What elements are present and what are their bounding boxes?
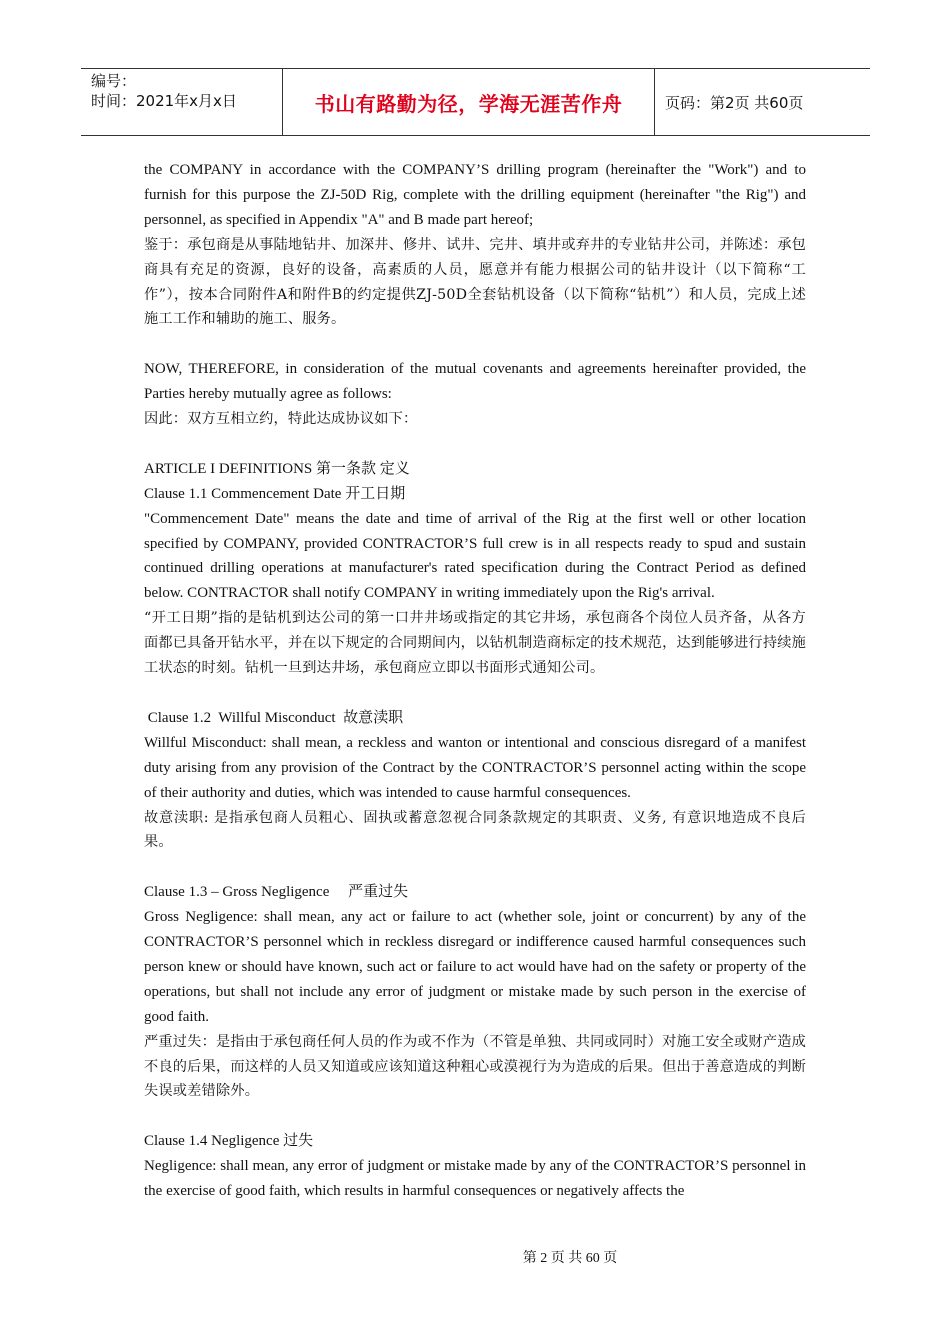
clause-heading: Clause 1.3 – Gross Negligence 严重过失 [144, 884, 409, 901]
footer-page-number: 第 2 页 共 60 页 [522, 1251, 618, 1266]
paragraph-cn: 因此：双方互相立约，特此达成协议如下： [144, 411, 418, 428]
clause-heading: Clause 1.1 Commencement Date 开工日期 [144, 485, 406, 502]
page-footer [0, 1247, 950, 1267]
clause-heading: Clause 1.4 Negligence 过失 [144, 1133, 314, 1150]
header-motto: 书山有路勤为径，学海无涯苦作舟 [314, 91, 623, 116]
header-motto-cell [282, 69, 655, 135]
paragraph-cn: 严重过失：是指由于承包商任何人员的作为或不作为（不管是单独、共同或同时）对施工安全或财产造成不良的后果，而这样的人员又知道或应该知道这种粗心或漠视行为为造成的后果。但出于善意造成的判断失误或差错除外。 [144, 1033, 806, 1100]
paragraph-cn: “开工日期”指的是钻机到达公司的第一口井井场或指定的其它井场，承包商各个岗位人员齐备，从各方面都已具备开钻水平，并在以下规定的合同期间内，以钻机制造商标定的技术规范，达到能够进行持续施工状态的时刻。钻机一旦到达井场，承包商应立即以书面形式通知公司。 [144, 610, 806, 677]
paragraph-cn: 故意渎职: 是指承包商人员粗心、固执或蓄意忽视合同条款规定的其职责、义务, 有意识地造成不良后果。 [144, 809, 806, 851]
document-number-label: 编号： [91, 72, 137, 90]
page-header [81, 68, 870, 136]
paragraph-en: Gross Negligence: shall mean, any act or failure to act (whether sole, joint or concurrent) by any of the CONTRACTOR’S personnel which in reckless disregard or indifference caused harmful consequences such person knew or should have known, such act or failure to act would have had on the safety or property of the operations, but shall not include any error of judgment or mistake made by such person in the exercise of good faith. [144, 909, 806, 1025]
paragraph-en: Negligence: shall mean, any error of judgment or mistake made by any of the CONTRACTOR’S personnel in the exercise of good faith, which results in harmful consequences or negatively affects the [144, 1158, 806, 1200]
paragraph-en: the COMPANY in accordance with the COMPANY’S drilling program (hereinafter the "Work") and to furnish for this purpose the ZJ-50D Rig, complete with the drilling equipment (hereinafter "the Rig") and personnel, as specified in Appendix "A" and B made part hereof; [144, 162, 806, 228]
header-page-info: 页码：第2页 共60页 [665, 93, 804, 112]
paragraph-en: "Commencement Date" means the date and time of arrival of the Rig at the first well or other location specified by COMPANY, provided CONTRACTOR’S full crew is in all respects ready to spud and sustain continued drilling operations at manufacturer's rated specification during the Contract Period as defined below. CONTRACTOR shall notify COMPANY in writing immediately upon the Rig's arrival. [144, 510, 806, 602]
paragraph-en: Willful Misconduct: shall mean, a reckless and wanton or intentional and conscious disregard of a manifest duty arising from any provision of the Contract by the CONTRACTOR’S personnel acting within the scope of their authority and duties, which was intended to cause harmful consequences. [144, 734, 806, 801]
clause-heading: Clause 1.2 Willful Misconduct 故意渎职 [144, 709, 404, 726]
paragraph-en: NOW, THEREFORE, in consideration of the mutual covenants and agreements hereinafter provided, the Parties hereby mutually agree as follows: [144, 361, 806, 403]
header-meta [81, 69, 282, 135]
article-heading: ARTICLE I DEFINITIONS 第一条款 定义 [144, 460, 410, 477]
document-date-label: 时间：2021年x月x日 [91, 92, 237, 110]
paragraph-cn: 鉴于：承包商是从事陆地钻井、加深井、修井、试井、完井、填井或弃井的专业钻井公司，并陈述：承包商具有充足的资源，良好的设备，高素质的人员，愿意并有能力根据公司的钻井设计（以下简称“工作”），按本合同附件A和附件B的约定提供ZJ-50D全套钻机设备（以下简称“钻机”）和人员，完成上述施工工作和辅助的施工、服务。 [144, 236, 806, 328]
document-body [144, 158, 806, 1204]
